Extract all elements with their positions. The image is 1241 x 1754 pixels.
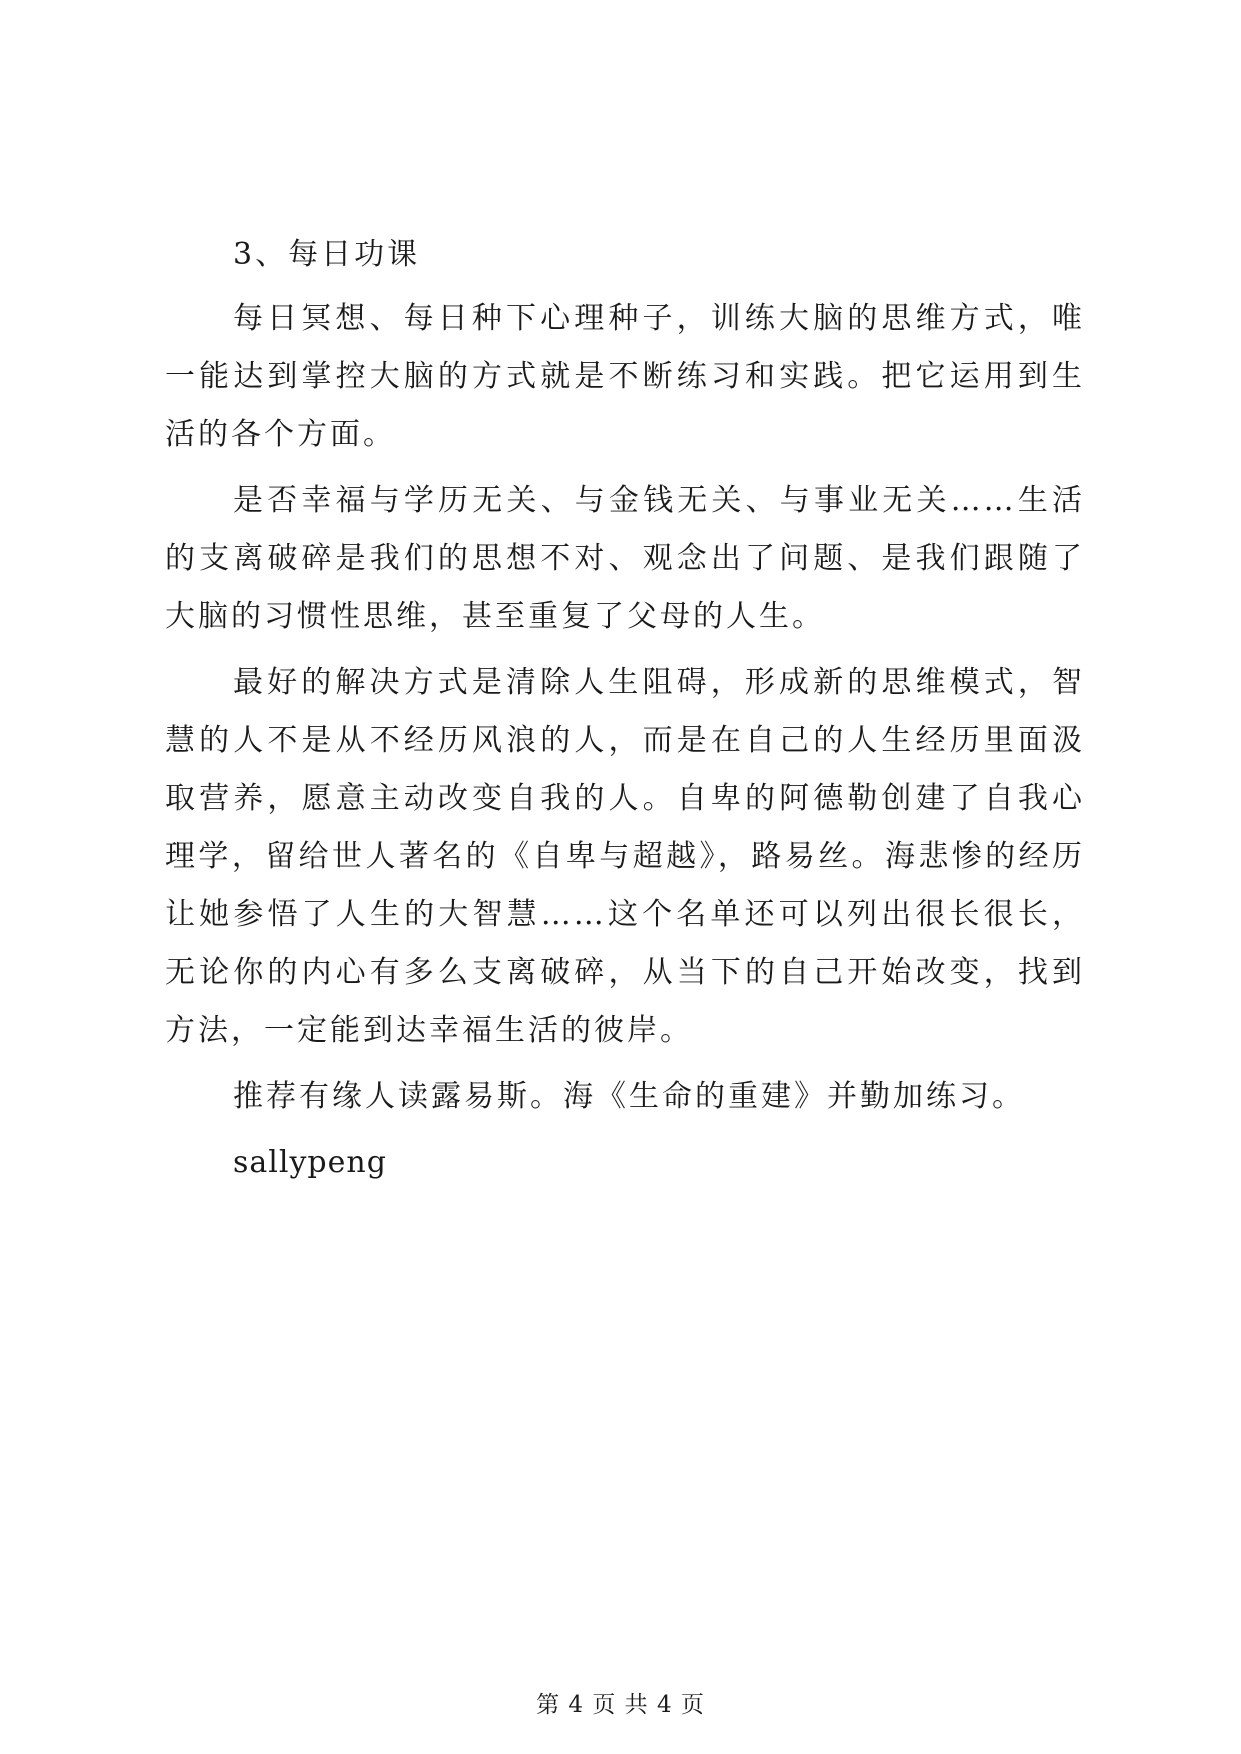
page-number-footer: 第 4 页 共 4 页 bbox=[536, 1692, 705, 1718]
paragraph-happiness: 是否幸福与学历无关、与金钱无关、与事业无关……生活的支离破碎是我们的思想不对、观念出了问题、是我们跟随了大脑的习惯性思维，甚至重复了父母的人生。 bbox=[165, 483, 1085, 634]
paragraph-solution: 最好的解决方式是清除人生阻碍，形成新的思维模式，智慧的人不是从不经历风浪的人，而是在自己的人生经历里面汲取营养，愿意主动改变自我的人。自卑的阿德勒创建了自我心理学，留给世人著名的《自卑与超越》，路易丝。海悲惨的经历让她参悟了人生的大智慧……这个名单还可以列出很长很长，无论你的内心有多么支离破碎，从当下的自己开始改变，找到方法，一定能到达幸福生活的彼岸。 bbox=[165, 665, 1085, 1048]
section-heading: 3、每日功课 bbox=[233, 237, 421, 272]
paragraph-recommendation: 推荐有缘人读露易斯。海《生命的重建》并勤加练习。 bbox=[233, 1079, 1025, 1114]
paragraph-daily-practice: 每日冥想、每日种下心理种子，训练大脑的思维方式，唯一能达到掌控大脑的方式就是不断练习和实践。把它运用到生活的各个方面。 bbox=[165, 301, 1085, 452]
author-signature: sallypeng bbox=[233, 1145, 387, 1180]
document-body bbox=[165, 226, 1085, 1200]
